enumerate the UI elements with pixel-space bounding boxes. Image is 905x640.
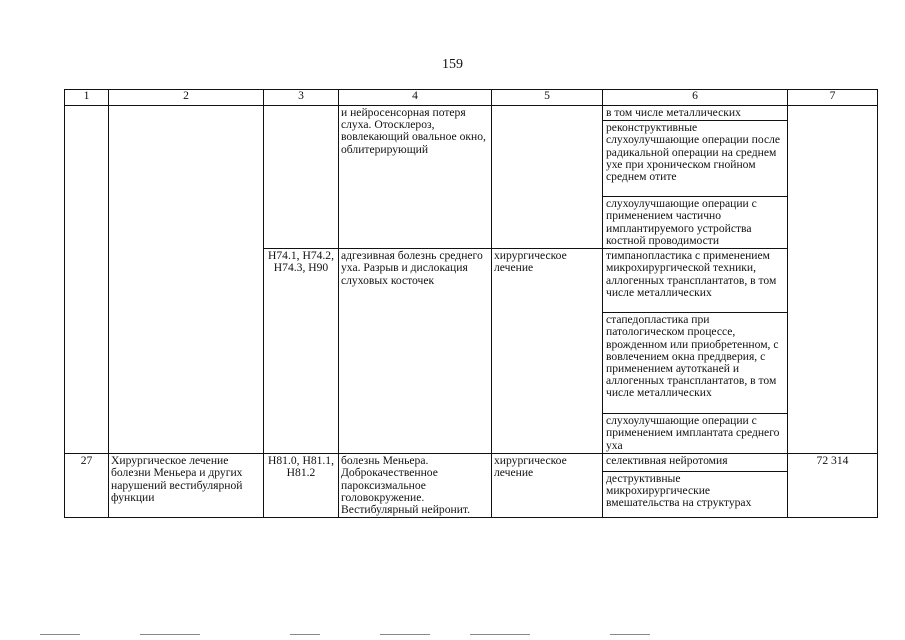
row-number-cell: 27: [65, 454, 109, 518]
col-header-3: 3: [264, 90, 339, 106]
method-cell: селективная нейротомия: [603, 454, 788, 472]
icd-code-cell: H74.1, H74.2, H74.3, H90: [264, 249, 339, 454]
cont-treatment-cell: [492, 106, 603, 249]
method-cell: реконструктивные слухоулучшающие операции после радикальной операции на среднем ухе при хроническом гнойном среднем отите: [603, 121, 788, 197]
cost-cell: 72 314: [788, 454, 878, 518]
col-header-1: 1: [65, 90, 109, 106]
page-number: 159: [442, 57, 463, 72]
cont-number-cell: [65, 106, 109, 454]
icd-code-cell: H81.0, H81.1, H81.2: [264, 454, 339, 518]
patient-model-cell: болезнь Меньера. Доброкачественное пароксизмальное головокружение. Вестибулярный нейронит.: [339, 454, 492, 518]
method-cell: тимпанопластика с применением микрохирургической техники, аллогенных трансплантатов, в том числе металлических: [603, 249, 788, 313]
table-row: [65, 454, 878, 472]
profile-name-cell: Хирургическое лечение болезни Меньера и других нарушений вестибулярной функции: [109, 454, 264, 518]
method-cell: деструктивные микрохирургические вмешательства на структурах: [603, 471, 788, 517]
page-bottom-edge: [0, 630, 905, 640]
cont-profile-cell: [109, 106, 264, 454]
cont-cost-cell: [788, 106, 878, 454]
cont-model-cell: и нейросенсорная потеря слуха. Отосклероз, вовлекающий овальное окно, облитерирующий: [339, 106, 492, 249]
treatment-table: [64, 89, 878, 518]
method-cell: слухоулучшающие операции с применением частично имплантируемого устройства костной проводимости: [603, 197, 788, 249]
header-row: [65, 90, 878, 106]
col-header-7: 7: [788, 90, 878, 106]
col-header-4: 4: [339, 90, 492, 106]
col-header-2: 2: [109, 90, 264, 106]
treatment-type-cell: хирургическое лечение: [492, 454, 603, 518]
table-row: [65, 106, 878, 121]
patient-model-cell: адгезивная болезнь среднего уха. Разрыв и дислокация слуховых косточек: [339, 249, 492, 454]
method-cell: в том числе металлических: [603, 106, 788, 121]
method-cell: слухоулучшающие операции с применением имплантата среднего уха: [603, 414, 788, 454]
treatment-type-cell: хирургическое лечение: [492, 249, 603, 454]
cont-code-cell: [264, 106, 339, 249]
col-header-6: 6: [603, 90, 788, 106]
col-header-5: 5: [492, 90, 603, 106]
method-cell: стапедопластика при патологическом процессе, врожденном или приобретенном, с вовлечением окна преддверия, с применением аутотканей и аллогенных трансплантатов, в том числе металлических: [603, 313, 788, 414]
